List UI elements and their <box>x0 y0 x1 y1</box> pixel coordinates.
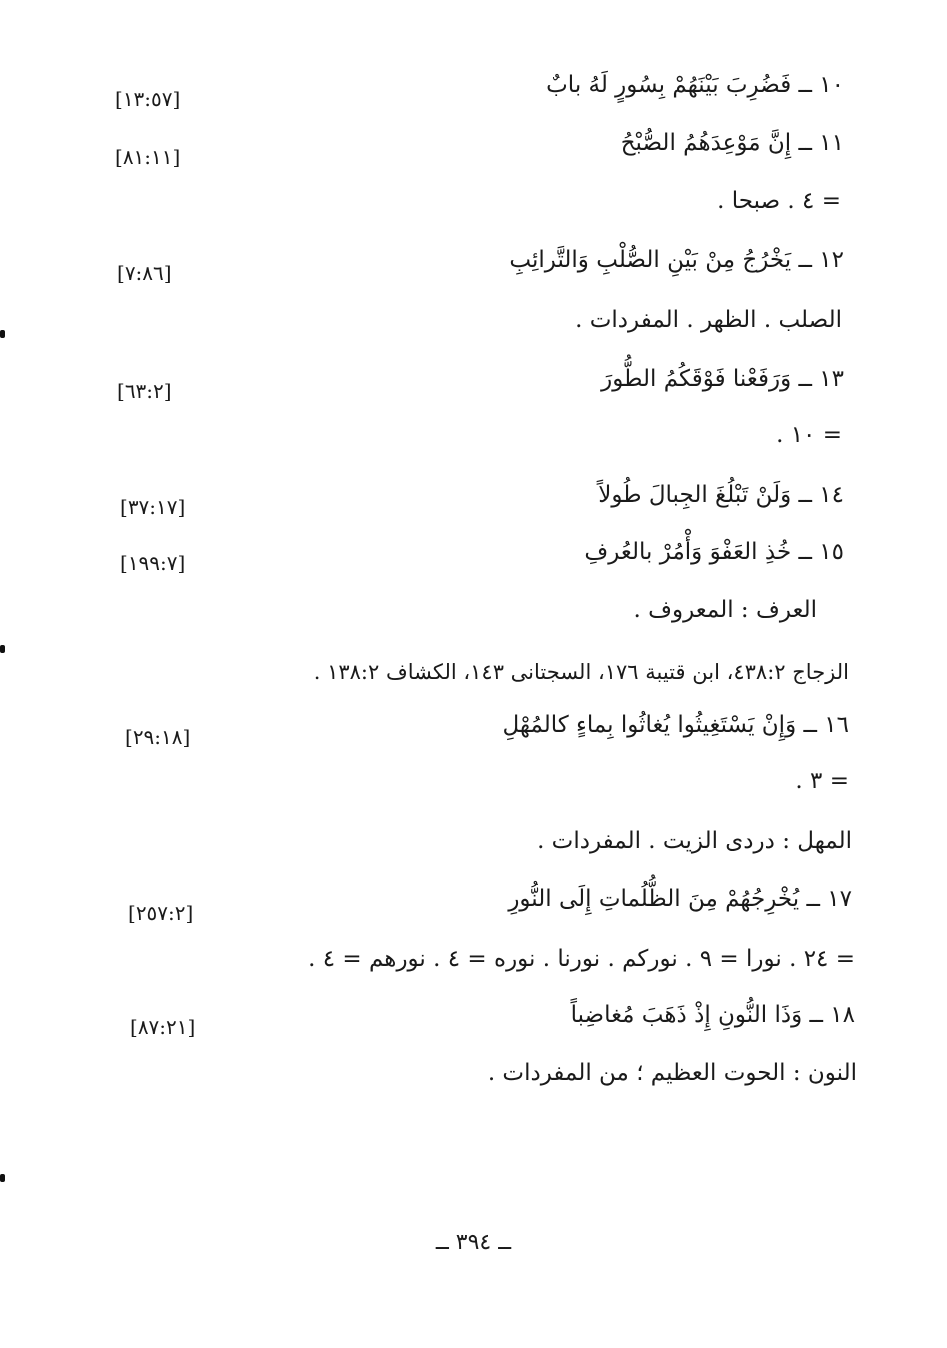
verse-line: ١٠ ــ فَضُرِبَ بَيْنَهُمْ بِسُورٍ لَهُ بابٌ <box>546 72 844 98</box>
verse-line: ١٥ ــ خُذِ العَفْوَ وَأْمُرْ بالعُرفِ <box>584 539 844 565</box>
scan-margin-mark <box>0 330 5 338</box>
verse-line: ١٣ ــ وَرَفَعْنا فَوْقَكُمُ الطُّورَ <box>601 366 844 392</box>
verse-line: ١٨ ــ وَذَا النُّونِ إِذْ ذَهَبَ مُغاضِباً <box>570 1002 855 1028</box>
occurrence-note: = ٤ . صبحا . <box>717 188 841 214</box>
verse-reference: [٧:٨٦] <box>117 261 172 285</box>
verse-reference: [٢٥٧:٢] <box>128 901 194 925</box>
verse-line: ١٤ ــ وَلَنْ تَبْلُغَ الجِبالَ طُولاً <box>598 482 844 508</box>
occurrence-note: = ٣ . <box>795 768 849 794</box>
occurrence-note: = ٢٤ . نورا = ٩ . نوركم . نورنا . نوره = ٤ . نورهم = ٤ . <box>308 946 855 972</box>
verse-reference: [١٣:٥٧] <box>115 87 181 111</box>
verse-reference: [٣٧:١٧] <box>120 495 186 519</box>
scan-margin-mark <box>0 1174 5 1182</box>
verse-line: ١١ ــ إِنَّ مَوْعِدَهُمُ الصُّبْحُ <box>620 130 844 156</box>
verse-line: ١٧ ــ يُخْرِجُهُمْ مِنَ الظُّلُماتِ إِلَى النُّورِ <box>508 886 852 912</box>
gloss-line: الصلب . الظهر . المفردات . <box>575 307 842 333</box>
page-number: ــ ٣٩٤ ــ <box>435 1230 512 1255</box>
gloss-line: العرف : المعروف . <box>633 597 817 623</box>
verse-line: ١٦ ــ وَإِنْ يَسْتَغِيثُوا يُغاثُوا بِماءٍ كالمُهْلِ <box>502 712 849 738</box>
verse-reference: [٦٣:٢] <box>117 379 172 403</box>
verse-line: ١٢ ــ يَخْرُجُ مِنْ بَيْنِ الصُّلْبِ وَالتَّرائِبِ <box>509 247 844 273</box>
verse-reference: [٢٩:١٨] <box>125 725 191 749</box>
gloss-line: المهل : دردى الزيت . المفردات . <box>537 828 852 854</box>
scan-margin-mark <box>0 645 5 653</box>
occurrence-note: = ١٠ . <box>776 422 842 448</box>
verse-reference: [١٩٩:٧] <box>120 551 186 575</box>
verse-reference: [٨١:١١] <box>115 145 181 169</box>
gloss-line: النون : الحوت العظيم ؛ من المفردات . <box>487 1060 857 1086</box>
verse-reference: [٨٧:٢١] <box>130 1015 196 1039</box>
sources-line: الزجاج ٤٣٨:٢، ابن قتيبة ١٧٦، السجتانى ١٤٣، الكشاف ١٣٨:٢ . <box>313 660 849 684</box>
